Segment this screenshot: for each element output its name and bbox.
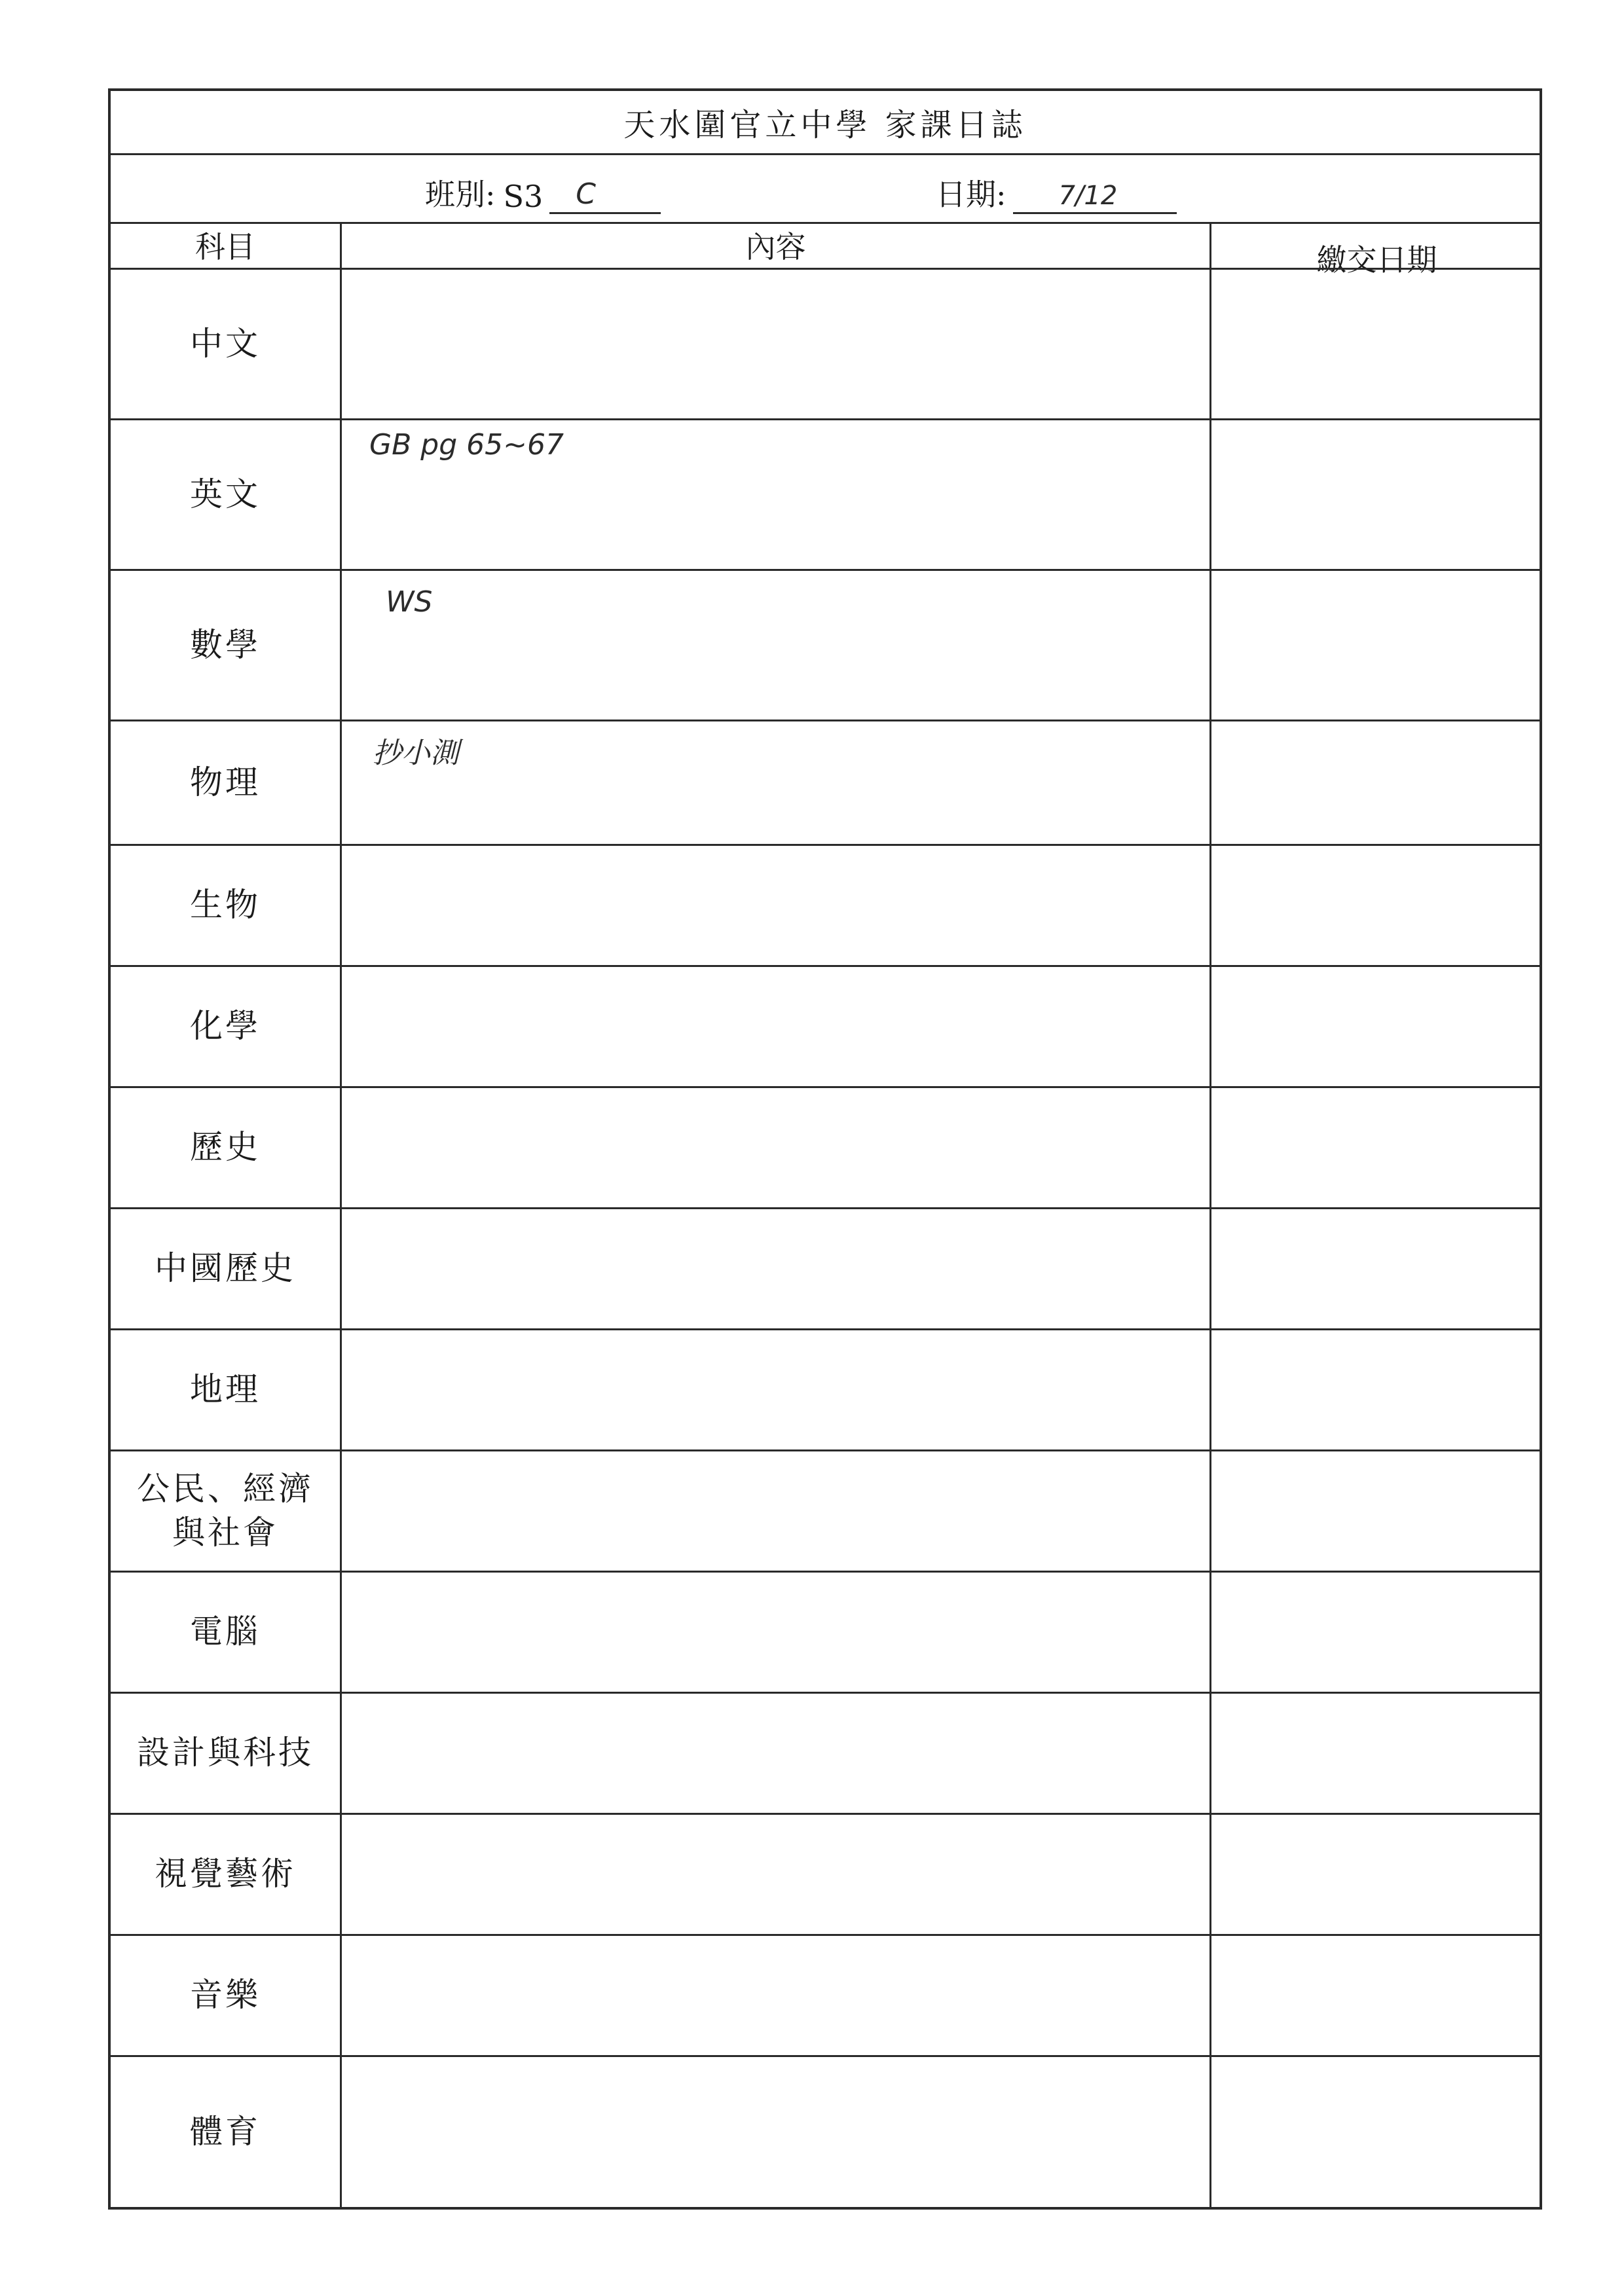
class-value: S3 — [503, 179, 544, 214]
title-divider — [111, 153, 1540, 155]
physics-homework-note: 抄小測 — [373, 737, 459, 770]
subject-english: 英文 — [190, 475, 261, 513]
subject-visual-arts: 視覺藝術 — [155, 1855, 296, 1893]
date-handwritten: 7/12 — [1058, 181, 1118, 211]
date-blank — [1013, 177, 1177, 214]
date-field — [936, 171, 1177, 214]
subject-design-technology: 設計與科技 — [137, 1734, 314, 1772]
subject-chemistry: 化學 — [190, 1007, 261, 1046]
subject-history: 歷史 — [190, 1128, 261, 1167]
column-header-due-date: 繳交日期 — [1316, 242, 1437, 278]
homework-diary-form — [108, 88, 1542, 2210]
subject-computer: 電腦 — [190, 1613, 261, 1651]
class-handwritten: C — [576, 177, 597, 211]
subject-chinese: 中文 — [190, 324, 261, 363]
content-column-divider — [1209, 222, 1211, 2207]
form-title: 天水圍官立中學 家課日誌 — [623, 107, 1027, 143]
column-header-subject: 科目 — [195, 229, 255, 264]
subject-geography: 地理 — [190, 1370, 261, 1409]
date-label: 日期: — [936, 177, 1006, 212]
subject-chinese-history: 中國歷史 — [155, 1249, 296, 1288]
class-field — [425, 171, 661, 214]
subject-physical-education: 體育 — [190, 2112, 261, 2151]
column-header-content: 內容 — [745, 229, 806, 264]
subject-citizenship-economics-society: 公民、經濟與社會 — [137, 1469, 314, 1552]
subject-column-divider — [340, 222, 342, 2207]
subject-physics: 物理 — [190, 763, 261, 801]
subject-mathematics: 數學 — [190, 625, 261, 664]
english-homework-note: GB pg 65~67 — [369, 428, 564, 462]
class-label: 班別: — [425, 177, 496, 212]
subject-music: 音樂 — [190, 1976, 261, 2014]
class-blank — [549, 177, 661, 214]
subject-biology: 生物 — [190, 886, 261, 924]
mathematics-homework-note: WS — [386, 585, 433, 619]
